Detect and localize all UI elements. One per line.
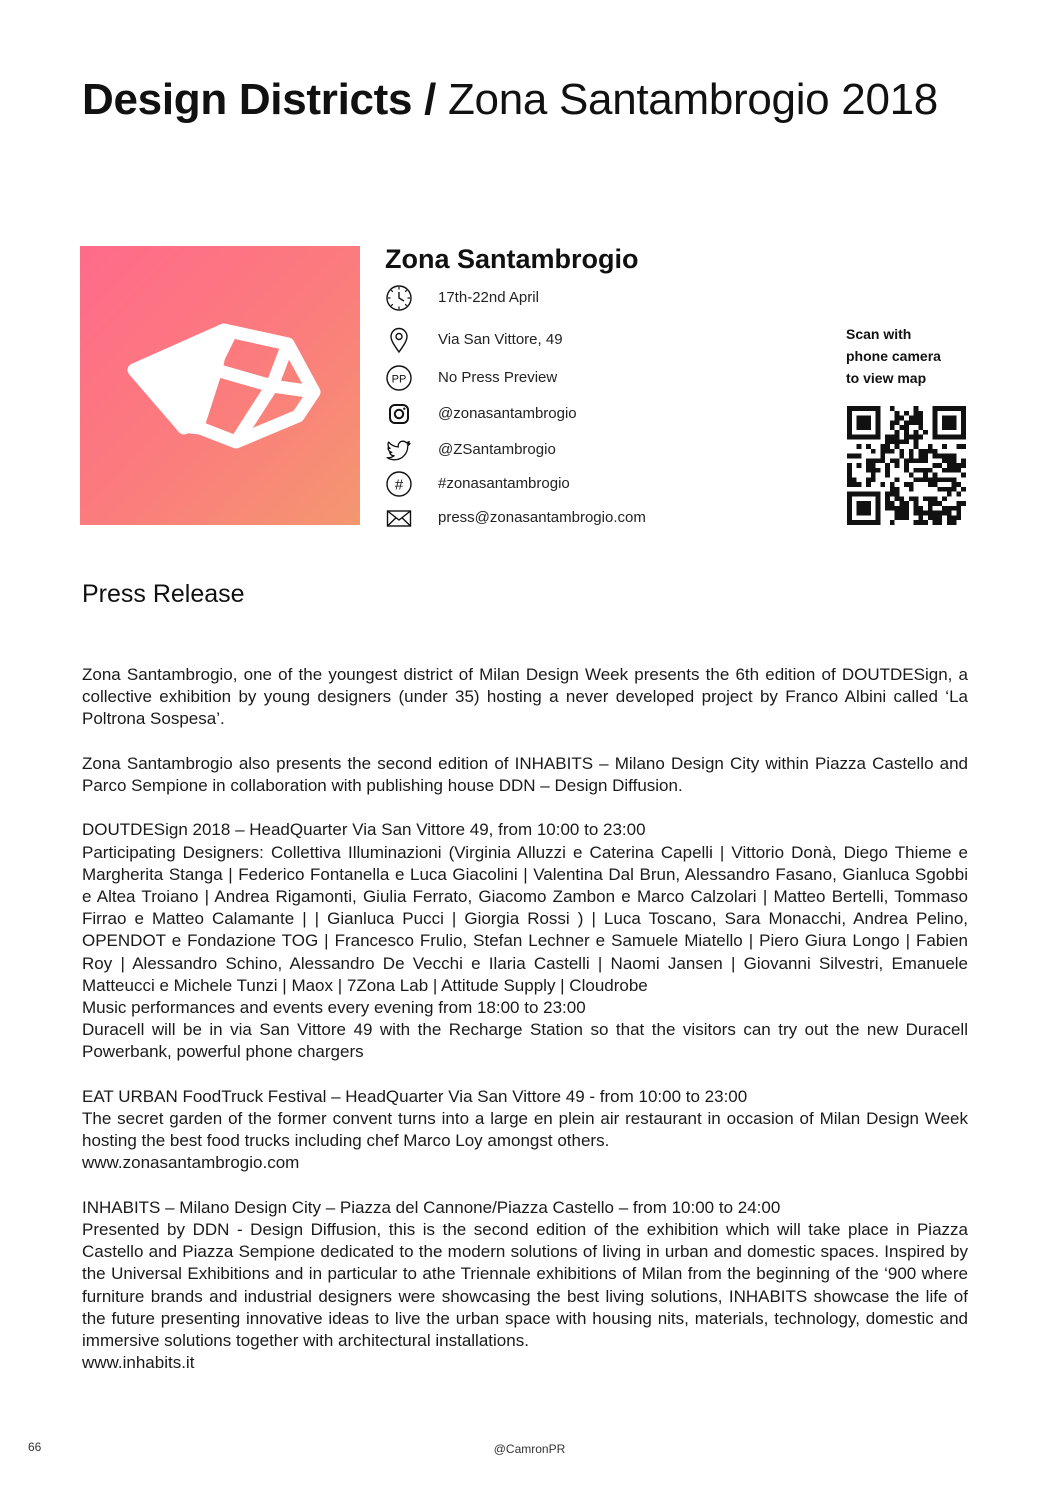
press-line: The secret garden of the former convent turns into a large en plein air restaurant in occasion of Milan Design Week hosting the best food trucks including chef Marco Loy amongst others. xyxy=(82,1109,968,1151)
clock-icon xyxy=(385,284,413,312)
info-email-text: press@zonasantambrogio.com xyxy=(438,509,646,526)
instagram-icon xyxy=(385,400,413,428)
info-press-preview-text: No Press Preview xyxy=(438,369,558,386)
email-icon xyxy=(385,504,413,532)
district-name: Zona Santambrogio xyxy=(385,244,639,274)
press-line: Music performances and events every evening from 18:00 to 23:00 xyxy=(82,998,586,1018)
district-logo xyxy=(80,246,360,525)
press-paragraph xyxy=(82,1086,968,1175)
press-line: Zona Santambrogio also presents the second edition of INHABITS – Milano Design City within Piazza Castello and Parco Sempione in collaboration with publishing house DDN – Design Diffusion. xyxy=(82,753,968,795)
press-line: EAT URBAN FoodTruck Festival – HeadQuarter Via San Vittore 49 - from 10:00 to 23:00 xyxy=(82,1086,748,1106)
info-instagram-text: @zonasantambrogio xyxy=(438,405,577,422)
press-release-body xyxy=(82,664,968,1397)
cube-arrow-logo-icon xyxy=(80,246,360,525)
press-line: DOUTDESign 2018 – HeadQuarter Via San Vittore 49, from 10:00 to 23:00 xyxy=(82,820,646,840)
page-title xyxy=(82,72,938,128)
press-preview-icon-label: PP xyxy=(391,373,407,386)
location-pin-icon xyxy=(385,326,413,354)
info-hashtag-text: #zonasantambrogio xyxy=(438,475,570,492)
press-line: INHABITS – Milano Design City – Piazza del Cannone/Piazza Castello – from 10:00 to 24:00 xyxy=(82,1197,781,1217)
info-dates xyxy=(385,284,539,312)
info-press-preview xyxy=(385,364,557,392)
twitter-icon xyxy=(385,436,413,464)
press-paragraph xyxy=(82,753,968,797)
hashtag-icon-label: # xyxy=(394,476,404,494)
qr-code-icon[interactable] xyxy=(847,406,966,525)
press-paragraph xyxy=(82,819,968,1063)
page-number: 66 xyxy=(28,1440,42,1454)
footer-handle: @CamronPR xyxy=(493,1442,566,1456)
press-line: Participating Designers: Collettiva Illuminazioni (Virginia Alluzzi e Caterina Capelli | Vittorio Donà, Diego Thieme e Margherita Stanga | Federico Fontanella e Luca Giacolini | Valentina Dal Brun, Alessandro Fasano, Gianluca Sgobbi e Altea Troiano | Andrea Rigamonti, Giulia Ferrato, Giacomo Zambon e Marco Calzolari | Matteo Bertelli, Tommaso Firrao e Matteo Calamante | | Gianluca Pucci | Giorgia Rossi ) | Luca Toscano, Sara Monacchi, Andrea Pelino, OPENDOT e Fondazione TOG | Francesco Frulio, Stefan Lechner e Samuele Miatello | Piero Giura Longo | Fabien Roy | Alessandro Schino, Alessandro De Vecchi e Ilaria Castelli | Naomi Jansen | Giovanni Silvestri, Emanuele Matteucci e Michele Tunzi | Maox | 7Zona Lab | Attitude Supply | Cloudrobe xyxy=(82,842,968,995)
press-line: Zona Santambrogio, one of the youngest district of Milan Design Week presents the 6th edition of DOUTDESign, a collective exhibition by young designers (under 35) hosting a never developed project by Franco Albini called ‘La Poltrona Sospesa’. xyxy=(82,665,968,729)
press-line: Duracell will be in via San Vittore 49 with the Recharge Station so that the visitors can try out the new Duracell Powerbank, powerful phone chargers xyxy=(82,1020,968,1062)
info-twitter-text: @ZSantambrogio xyxy=(438,441,556,458)
press-line: www.zonasantambrogio.com xyxy=(82,1153,300,1173)
press-paragraph xyxy=(82,664,968,731)
title-bold: Design Districts / xyxy=(82,75,437,124)
info-instagram xyxy=(385,400,577,428)
press-preview-icon xyxy=(385,364,413,392)
info-dates-text: 17th-22nd April xyxy=(438,289,539,306)
qr-caption: Scan with phone camera to view map xyxy=(846,326,941,386)
info-hashtag xyxy=(385,470,570,498)
press-paragraph xyxy=(82,1197,968,1375)
info-address xyxy=(385,326,563,354)
press-release-heading: Press Release xyxy=(82,580,245,608)
press-line: www.inhabits.it xyxy=(82,1353,195,1373)
press-line: Presented by DDN - Design Diffusion, this is the second edition of the exhibition which will take place in Piazza Castello and Piazza Sempione dedicated to the modern solutions of living in urban and domestic spaces. Inspired by the Universal Exhibitions and in particular to athe Triennale exhibitions of Milan from the beginning of the ‘900 where furniture brands and industrial designers were showcasing the best living solutions, INHABITS showcase the life of the future presenting innovative ideas to live the urban space with housing nits, materials, technology, domestic and immersive solutions together with architectural installations. xyxy=(82,1220,968,1351)
info-address-text: Via San Vittore, 49 xyxy=(438,331,563,348)
info-twitter xyxy=(385,436,556,464)
title-regular: Zona Santambrogio 2018 xyxy=(447,75,938,124)
hashtag-icon xyxy=(385,470,413,498)
info-email xyxy=(385,504,646,532)
